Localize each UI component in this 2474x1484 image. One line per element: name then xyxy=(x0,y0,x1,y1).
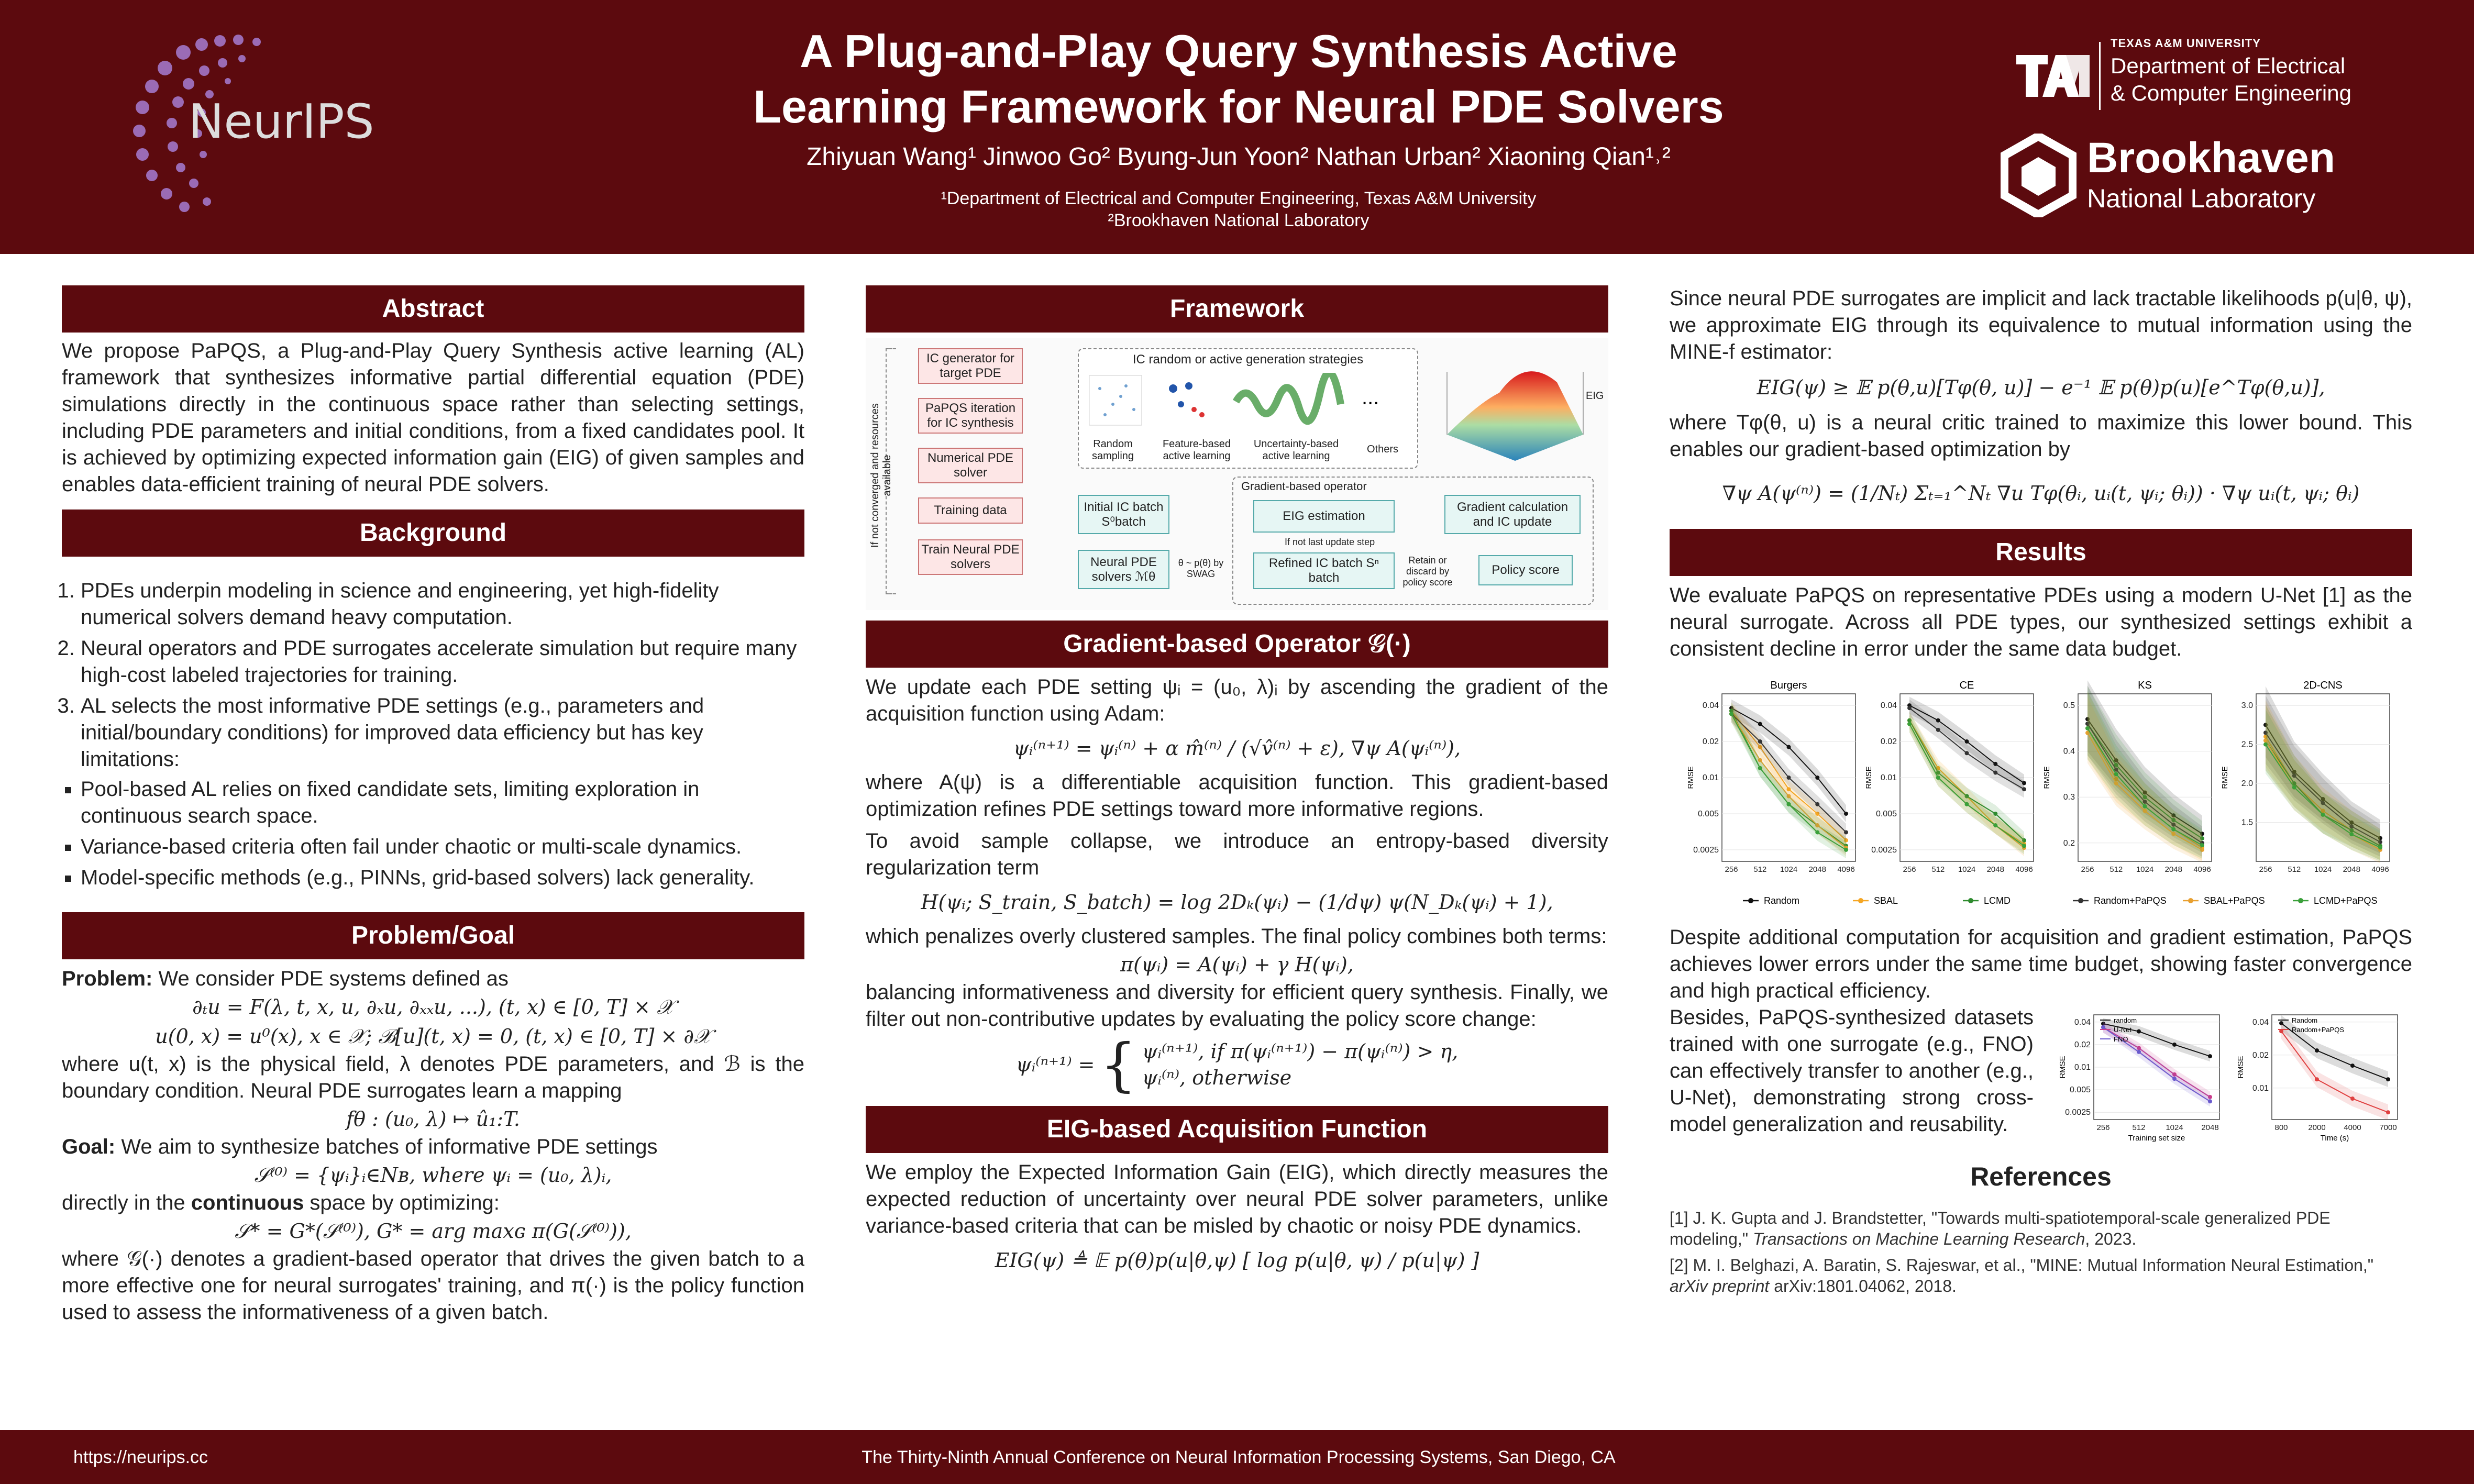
x-tick-label: 256 xyxy=(2096,1123,2110,1132)
list-item: 3. AL selects the most informative PDE settings (e.g., parameters and initial/boundary conditions) for improved data efficiency but has key limitations: xyxy=(81,693,804,773)
legend-label: Random xyxy=(1764,895,1800,906)
y-tick-label: 0.2 xyxy=(2063,838,2075,848)
operator-box: Gradient-based operator xyxy=(1232,477,1594,605)
reference-1: [1] J. K. Gupta and J. Brandstetter, "Towards multi-spatiotemporal-scale generalized PDE modeling," Transactions on Machine Learning Research, 2023. xyxy=(1670,1209,2331,1248)
x-tick-label: 256 xyxy=(1725,865,1738,874)
y-tick-label: 0.04 xyxy=(2252,1017,2269,1027)
neurips-link[interactable]: https://neurips.cc xyxy=(73,1447,208,1467)
data-point xyxy=(1907,706,1912,710)
y-tick-label: 0.4 xyxy=(2063,747,2075,756)
header xyxy=(0,0,2474,254)
bnl-name: Brookhaven xyxy=(2087,134,2335,182)
legend-marker xyxy=(2078,898,2083,903)
initial-batch-box: Initial IC batch S⁰batch xyxy=(1078,495,1169,534)
strategy-scatter-icons xyxy=(1089,373,1414,430)
gradop-text-1: We update each PDE setting ψᵢ = (u₀, λ)ᵢ by ascending the gradient of the acquisition function using Adam: xyxy=(866,675,1608,725)
svg-text:...: ... xyxy=(1362,386,1379,409)
y-tick-label: 0.04 xyxy=(1702,701,1719,711)
transfer-time-charts xyxy=(2047,999,2413,1156)
gradop-text-4: which penalizes overly clustered samples. The final policy combines both terms: xyxy=(866,925,1607,948)
list-item: ▪ Pool-based AL relies on fixed candidate sets, limiting exploration in continuous search space. xyxy=(81,776,804,829)
ic-generator-box: IC generator for target PDE xyxy=(918,348,1023,384)
background-list xyxy=(62,578,804,773)
gradient-update-box: Gradient calculation and IC update xyxy=(1444,495,1581,534)
adam-update-equation: ψᵢ⁽ⁿ⁺¹⁾ = ψᵢ⁽ⁿ⁾ + α m̂⁽ⁿ⁾ / (√v̂⁽ⁿ⁾ + ε), ∇ψ A(ψᵢ⁽ⁿ⁾), xyxy=(1013,737,1461,760)
data-point xyxy=(2321,813,2325,817)
legend-marker xyxy=(1748,898,1753,903)
eig-axis-label: EIG xyxy=(1586,390,1604,402)
entropy-equation: H(ψᵢ; S_train, S_batch) = log 2Dₖ(ψᵢ) − (1/dψ) ψ(N_Dₖ(ψᵢ) + 1), xyxy=(921,891,1553,914)
chart-title: CE xyxy=(1959,680,1974,691)
y-axis-label: RMSE xyxy=(1864,766,1873,789)
tamu-department: Department of Electrical & Computer Engineering xyxy=(2111,53,2351,105)
x-axis-label: Time (s) xyxy=(2320,1134,2349,1143)
y-tick-label: 0.02 xyxy=(1880,737,1897,747)
y-tick-label: 0.0025 xyxy=(2065,1108,2091,1117)
x-tick-label: 2048 xyxy=(2343,865,2360,874)
data-point xyxy=(2350,1064,2355,1068)
background-heading: Background xyxy=(62,510,804,557)
legend-marker xyxy=(2298,898,2303,903)
strategy-uncertainty: Uncertainty-based active learning xyxy=(1253,438,1339,462)
data-point xyxy=(2114,772,2118,776)
data-point xyxy=(1815,802,1819,806)
y-tick-label: 2.5 xyxy=(2241,740,2253,749)
bnl-subtitle: National Laboratory xyxy=(2087,184,2316,213)
gradop-text-3: To avoid sample collapse, we introduce an entropy-based diversity regularization term xyxy=(866,829,1608,879)
operator-text: where 𝒢(·) denotes a gradient-based operator that drives the given batch to a more effective one for neural surrogates' training, and π(·) is the policy function used to assess the informativeness of a given batch. xyxy=(62,1247,804,1324)
y-tick-label: 0.5 xyxy=(2063,701,2075,711)
x-tick-label: 2048 xyxy=(1986,865,2004,874)
y-tick-label: 0.04 xyxy=(1880,701,1897,711)
gradop-heading: Gradient-based Operator 𝒢(·) xyxy=(866,621,1608,668)
transfer-row xyxy=(1670,1004,2412,1143)
mapping-equation: fθ : (u₀, λ) ↦ û₁:T. xyxy=(346,1108,520,1131)
pde-equation-2: u(0, x) = u⁰(x), x ∈ 𝒳; ℬ[u](t, x) = 0, (t, x) ∈ [0, T] × ∂𝒳 xyxy=(155,1025,711,1048)
data-point xyxy=(2378,845,2382,849)
y-tick-label: 0.005 xyxy=(1697,809,1719,818)
x-tick-label: 512 xyxy=(1931,865,1945,874)
y-axis-label: RMSE xyxy=(1686,766,1695,789)
eig-text: We employ the Expected Information Gain (EIG), which directly measures the expected reduction of uncertainty over neural PDE solver parameters, unlike variance-based criteria that can be misled by chaotic or noisy PDE dynamics. xyxy=(866,1161,1608,1237)
data-point xyxy=(2143,804,2147,809)
data-point xyxy=(2315,1077,2319,1081)
data-point xyxy=(2172,1077,2177,1081)
tamu-university-label: TEXAS A&M UNIVERSITY xyxy=(2111,37,2261,50)
data-point xyxy=(1787,776,1791,780)
data-point xyxy=(2208,1099,2212,1103)
neurips-wordmark: NeurIPS xyxy=(189,94,374,149)
y-tick-label: 0.01 xyxy=(1880,773,1897,782)
gradop-text-5: balancing informativeness and diversity for efficient query synthesis. Finally, we filter out non-contributive updates by evaluating the policy score change: xyxy=(866,981,1608,1031)
list-item: ▪ Model-specific methods (e.g., PINNs, grid-based solvers) lack generality. xyxy=(81,865,804,891)
poster-title: A Plug-and-Play Query Synthesis Active Learning Framework for Neural PDE Solvers xyxy=(753,25,1724,132)
neural-solvers-box: Neural PDE solvers ℳθ xyxy=(1078,550,1169,589)
data-point xyxy=(1729,712,1733,716)
legend-label: Random xyxy=(2292,1016,2318,1024)
list-item: ▪ Variance-based criteria often fail under chaotic or multi-scale dynamics. xyxy=(81,834,804,860)
data-point xyxy=(1758,722,1762,726)
continuous-text: directly in the continuous space by optimizing: xyxy=(62,1191,500,1214)
rmse-charts xyxy=(1670,673,2412,919)
strategy-random: Random sampling xyxy=(1091,438,1134,462)
x-tick-label: 4096 xyxy=(2371,865,2389,874)
legend-label: LCMD xyxy=(1984,895,2011,906)
y-tick-label: 0.01 xyxy=(2074,1063,2091,1072)
swag-label: θ ~ p(θ) by SWAG xyxy=(1178,558,1224,579)
y-tick-label: 0.005 xyxy=(1875,809,1897,818)
x-tick-label: 2048 xyxy=(2201,1123,2219,1132)
eig-equation: EIG(ψ) ≜ 𝔼 p(θ)p(u|θ,ψ) [ log p(u|θ, ψ) / p(u|ψ) ] xyxy=(995,1249,1479,1272)
data-point xyxy=(1787,802,1791,806)
reference-2: [2] M. I. Belghazi, A. Baratin, S. Rajeswar, et al., "MINE: Mutual Information Neural Estimation," arXiv preprint arXiv:1801.04062, 2018. xyxy=(1670,1256,2374,1295)
data-point xyxy=(2137,1029,2141,1034)
data-point xyxy=(1844,812,1848,816)
abstract-heading: Abstract xyxy=(62,285,804,333)
tamu-logo-icon xyxy=(2011,45,2095,102)
eig-surface-plot xyxy=(1437,351,1594,466)
training-data-box: Training data xyxy=(918,497,1023,524)
data-point xyxy=(1993,812,1997,816)
y-tick-label: 0.02 xyxy=(1702,737,1719,747)
problem-text: where u(t, x) is the physical field, λ denotes PDE parameters, and ℬ is the boundary condition. Neural PDE surrogates learn a mapping xyxy=(62,1053,804,1102)
x-axis-label: Training set size xyxy=(2128,1134,2185,1143)
y-tick-label: 0.0025 xyxy=(1871,845,1897,855)
results-heading: Results xyxy=(1670,529,2412,576)
column-middle xyxy=(866,285,1608,1275)
goal-intro: Goal: We aim to synthesize batches of informative PDE settings xyxy=(62,1135,658,1158)
legend-marker xyxy=(2188,898,2193,903)
gradop-text-2: where A(ψ) is a differentiable acquisition function. This gradient-based optimization refines PDE settings toward more informative regions. xyxy=(866,771,1608,821)
legend-label: LCMD+PaPQS xyxy=(2314,895,2378,906)
problem-intro: Problem: We consider PDE systems defined as xyxy=(62,967,509,990)
data-point xyxy=(1844,848,1848,852)
numerical-solver-box: Numerical PDE solver xyxy=(918,448,1023,483)
data-point xyxy=(2315,1048,2319,1053)
train-solvers-box: Train Neural PDE solvers xyxy=(918,539,1023,575)
x-tick-label: 1024 xyxy=(2136,865,2154,874)
data-point xyxy=(2137,1050,2141,1054)
gradient-equation: ∇ψ A(ψ⁽ⁿ⁾) = (1/Nₜ) Σₜ₌₁^Nₜ ∇u Tφ(θᵢ, uᵢ(t, ψᵢ; θᵢ)) · ∇ψ uᵢ(t, ψᵢ; θᵢ) xyxy=(1722,482,2360,505)
y-tick-label: 2.0 xyxy=(2241,779,2253,789)
x-tick-label: 4096 xyxy=(1837,865,1855,874)
pde-equation-1: ∂ₜu = F(λ, t, x, u, ∂ₓu, ∂ₓₓu, ...), (t, x) ∈ [0, T] × 𝒳 xyxy=(192,995,674,1018)
data-point xyxy=(2350,1097,2355,1101)
framework-diagram xyxy=(866,338,1608,610)
chart-title: Burgers xyxy=(1770,680,1807,691)
affiliations: ¹Department of Electrical and Computer Engineering, Texas A&M University ²Brookhaven National Laboratory xyxy=(941,189,1537,230)
x-tick-label: 512 xyxy=(2132,1123,2146,1132)
chart-title: KS xyxy=(2138,680,2152,691)
y-tick-label: 0.01 xyxy=(2252,1083,2269,1093)
data-point xyxy=(2386,1110,2390,1114)
results-text-3: Besides, PaPQS-synthesized datasets trained with one surrogate (e.g., FNO) can effectively transfer to another (e.g., U-Net), demonstrating strong cross-model generalization and reusability. xyxy=(1670,1006,2034,1136)
x-tick-label: 4096 xyxy=(2015,865,2033,874)
y-tick-label: 0.3 xyxy=(2063,793,2075,802)
data-point xyxy=(2022,844,2026,848)
legend-label: Random+PaPQS xyxy=(2292,1026,2345,1034)
data-point xyxy=(1815,776,1819,780)
y-tick-label: 0.02 xyxy=(2252,1050,2269,1060)
x-tick-label: 4096 xyxy=(2193,865,2211,874)
batch-equation: 𝒮⁽⁰⁾ = {ψᵢ}ᵢ∈Nʙ, where ψᵢ = (u₀, λ)ᵢ, xyxy=(254,1164,612,1187)
retain-label: Retain or discard by policy score xyxy=(1402,555,1453,588)
results-text-2: Despite additional computation for acquisition and gradient estimation, PaPQS achieves lower errors under the same time budget, showing faster convergence and high practical efficiency. xyxy=(1670,926,2412,1002)
bnl-hexagon-icon xyxy=(2001,134,2077,217)
x-tick-label: 2048 xyxy=(2164,865,2182,874)
y-axis-label: RMSE xyxy=(2058,1056,2067,1079)
data-point xyxy=(1965,751,1969,755)
x-tick-label: 512 xyxy=(2109,865,2123,874)
x-tick-label: 800 xyxy=(2274,1123,2288,1132)
data-point xyxy=(1936,728,1940,732)
y-tick-label: 0.04 xyxy=(2074,1017,2091,1027)
y-tick-label: 1.5 xyxy=(2241,818,2253,827)
data-point xyxy=(2263,743,2268,747)
data-point xyxy=(1815,830,1819,834)
references-heading: References xyxy=(1970,1162,2112,1191)
y-tick-label: 3.0 xyxy=(2241,701,2253,711)
legend-label: SBAL xyxy=(1874,895,1898,906)
x-tick-label: 1024 xyxy=(1958,865,1976,874)
conference-name: The Thirty-Ninth Annual Conference on Neural Information Processing Systems, San Diego, CA xyxy=(862,1447,1616,1467)
data-point xyxy=(2172,1043,2177,1047)
column-left xyxy=(62,285,804,1326)
legend-label: U-Net xyxy=(2114,1026,2131,1034)
x-tick-label: 512 xyxy=(2288,865,2301,874)
abstract-text: We propose PaPQS, a Plug-and-Play Query Synthesis active learning (AL) framework that synthesizes informative partial differential equation (PDE) simulations directly in the continuous space rather than selecting settings, including PDE parameters and initial conditions, from a fixed candidates pool. It is achieved by optimizing expected information gain (EIG) of given samples and enables data-efficient training of neural PDE solvers. xyxy=(62,339,804,496)
policy-score-box: Policy score xyxy=(1478,555,1573,585)
x-tick-label: 256 xyxy=(2081,865,2094,874)
data-point xyxy=(2200,843,2204,847)
data-point xyxy=(2085,726,2090,730)
strategy-others: Others xyxy=(1366,444,1399,455)
optimization-equation: 𝒮* = G*(𝒮⁽⁰⁾), G* = arg maxɢ π(G(𝒮⁽⁰⁾)), xyxy=(235,1220,632,1243)
footer xyxy=(0,1430,2474,1484)
data-point xyxy=(1993,771,1997,775)
strategy-feature: Feature-based active learning xyxy=(1162,438,1231,462)
refined-batch-box: Refined IC batch Sⁿ batch xyxy=(1253,552,1395,589)
x-tick-label: 256 xyxy=(1903,865,1916,874)
y-axis-label: RMSE xyxy=(2042,766,2051,789)
data-point xyxy=(1787,745,1791,749)
not-last-label: If not last update step xyxy=(1285,537,1375,547)
data-point xyxy=(1965,802,1969,806)
data-point xyxy=(1907,722,1912,726)
y-tick-label: 0.02 xyxy=(2074,1040,2091,1049)
legend-marker xyxy=(1858,898,1863,903)
tamu-divider xyxy=(2099,42,2101,110)
y-tick-label: 0.01 xyxy=(1702,773,1719,782)
list-item: 2. Neural operators and PDE surrogates accelerate simulation but require many high-cost labeled trajectories for training. xyxy=(81,635,804,689)
data-point xyxy=(1758,766,1762,770)
list-item: 1. PDEs underpin modeling in science and engineering, yet high-fidelity numerical solvers demand heavy computation. xyxy=(81,578,804,631)
data-point xyxy=(1758,739,1762,744)
author-list: Zhiyuan Wang¹ Jinwoo Go² Byung-Jun Yoon² Nathan Urban² Xiaoning Qian¹˒² xyxy=(807,143,1671,171)
data-point xyxy=(1844,830,1848,834)
legend-label: SBAL+PaPQS xyxy=(2204,895,2265,906)
data-point xyxy=(1936,776,1940,780)
column-right xyxy=(1670,285,2412,1297)
y-axis-label: RMSE xyxy=(2236,1056,2245,1079)
legend-label: random xyxy=(2114,1016,2137,1024)
x-tick-label: 2048 xyxy=(1808,865,1826,874)
x-tick-label: 1024 xyxy=(2166,1123,2183,1132)
y-tick-label: 0.005 xyxy=(2069,1086,2091,1095)
data-point xyxy=(2292,785,2296,790)
x-tick-label: 4000 xyxy=(2344,1123,2361,1132)
mine-text: Since neural PDE surrogates are implicit and lack tractable likelihoods p(u|θ, ψ), we approximate EIG through its equivalence to mutual information using the MINE-f estimator: xyxy=(1670,287,2412,363)
filter-equation: ψᵢ⁽ⁿ⁺¹⁾ = { ψᵢ⁽ⁿ⁺¹⁾, if π(ψᵢ⁽ⁿ⁺¹⁾) − π(ψᵢ⁽ⁿ⁾) > η, ψᵢ⁽ⁿ⁾, otherwise xyxy=(1015,1031,1459,1098)
data-point xyxy=(2349,832,2354,836)
data-point xyxy=(2171,827,2175,832)
critic-text: where Tφ(θ, u) is a neural critic trained to maximize this lower bound. This enables our gradient-based optimization by xyxy=(1670,411,2412,461)
y-tick-label: 0.0025 xyxy=(1693,845,1719,855)
data-point xyxy=(2208,1054,2212,1058)
data-point xyxy=(2386,1077,2390,1081)
legend-label: FNO xyxy=(2114,1035,2128,1043)
results-text-1: We evaluate PaPQS on representative PDEs using a modern U-Net [1] as the neural surrogate. Across all PDE types, our synthesized settings exhibit a consistent decline in error under the same data budget. xyxy=(1670,584,2412,660)
x-tick-label: 7000 xyxy=(2379,1123,2397,1132)
x-tick-label: 512 xyxy=(1753,865,1767,874)
limitations-list xyxy=(62,776,804,891)
x-tick-label: 1024 xyxy=(1780,865,1798,874)
data-point xyxy=(2022,787,2026,791)
legend-label: Random+PaPQS xyxy=(2094,895,2167,906)
policy-equation: π(ψᵢ) = A(ψᵢ) + γ H(ψᵢ), xyxy=(1120,953,1354,976)
papqs-iteration-box: PaPQS iteration for IC synthesis xyxy=(918,398,1023,434)
data-point xyxy=(1993,823,1997,827)
data-point xyxy=(2101,1025,2105,1029)
data-point xyxy=(1965,739,1969,744)
eig-heading: EIG-based Acquisition Function xyxy=(866,1106,1608,1153)
eig-estimation-box: EIG estimation xyxy=(1253,500,1395,533)
framework-heading: Framework xyxy=(866,285,1608,333)
loop-label: If not converged and resources available xyxy=(869,403,893,548)
strategies-box: IC random or active generation strategies ... Random sampling Feature-based active learning Uncertainty-based active learning Others xyxy=(1078,348,1418,469)
problem-heading: Problem/Goal xyxy=(62,912,804,959)
chart-title: 2D-CNS xyxy=(2303,680,2343,691)
mine-equation: EIG(ψ) ≥ 𝔼 p(θ,u)[Tφ(θ, u)] − e⁻¹ 𝔼 p(θ)p(u)[e^Tφ(θ,u)], xyxy=(1757,376,2325,399)
legend-marker xyxy=(1968,898,1973,903)
x-tick-label: 2000 xyxy=(2308,1123,2326,1132)
y-axis-label: RMSE xyxy=(2221,766,2229,789)
x-tick-label: 256 xyxy=(2259,865,2272,874)
x-tick-label: 1024 xyxy=(2314,865,2332,874)
